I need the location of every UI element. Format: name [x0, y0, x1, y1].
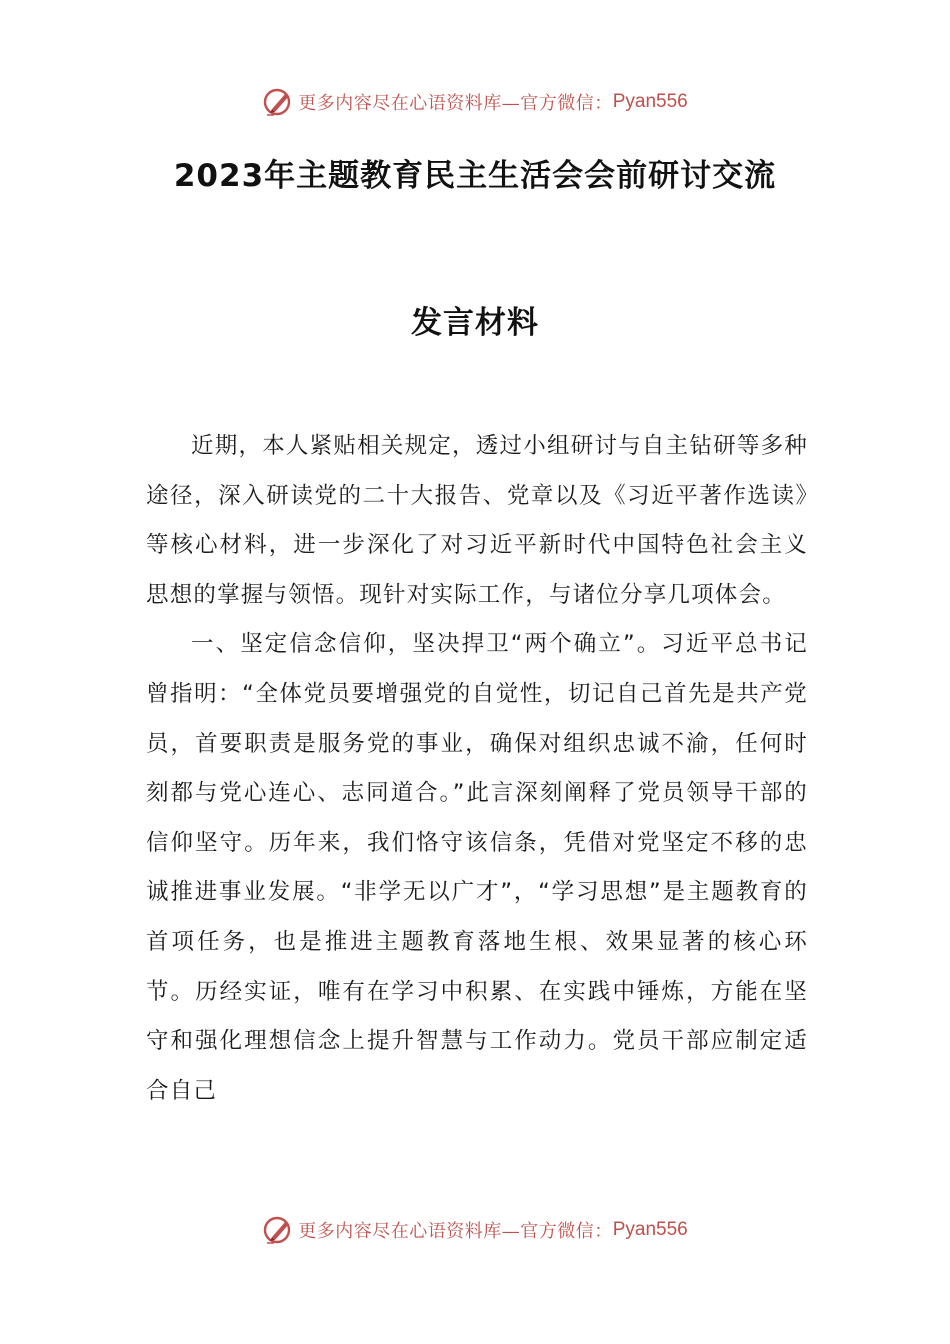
watermark-text: 更多内容尽在心语资料库—官方微信：: [298, 1221, 613, 1242]
body-paragraph: 一、坚定信念信仰，坚决捍卫“两个确立”。习近平总书记曾指明：“全体党员要增强党的自觉性，切记自己首先是共产党员，首要职责是服务党的事业，确保对组织忠诚不渝，任何时刻都与党心连心、志同道合。”此言深刻阐释了党员领导干部的信仰坚守。历年来，我们恪守该信条，凭借对党坚定不移的忠诚推进事业发展。“非学无以广才”，“学习思想”是主题教育的首项任务，也是推进主题教育落地生根、效果显著的核心环节。历经实证，唯有在学习中积累、在实践中锤炼，方能在坚守和强化理想信念上提升智慧与工作动力。党员干部应制定适合自己: [146, 631, 808, 1104]
watermark-text: 更多内容尽在心语资料库—官方微信：: [298, 93, 613, 114]
watermark-banner-bottom: [0, 1210, 950, 1250]
document-title-line-1: 2023年主题教育民主生活会会前研讨交流: [173, 158, 777, 194]
document-title-line-2: 发言材料: [411, 305, 539, 341]
pen-nib-circle-icon: [262, 1213, 296, 1247]
watermark-banner-top: [0, 82, 950, 122]
watermark-wechat-id: Pyan556: [612, 91, 688, 112]
body-paragraph: 近期，本人紧贴相关规定，透过小组研讨与自主钻研等多种途径，深入研读党的二十大报告、党章以及《习近平著作选读》等核心材料，进一步深化了对习近平新时代中国特色社会主义思想的掌握与领悟。现针对实际工作，与诸位分享几项体会。: [146, 433, 808, 608]
pen-nib-circle-icon: [262, 85, 296, 119]
watermark-wechat-id: Pyan556: [612, 1219, 688, 1240]
document-body: [146, 422, 808, 1116]
